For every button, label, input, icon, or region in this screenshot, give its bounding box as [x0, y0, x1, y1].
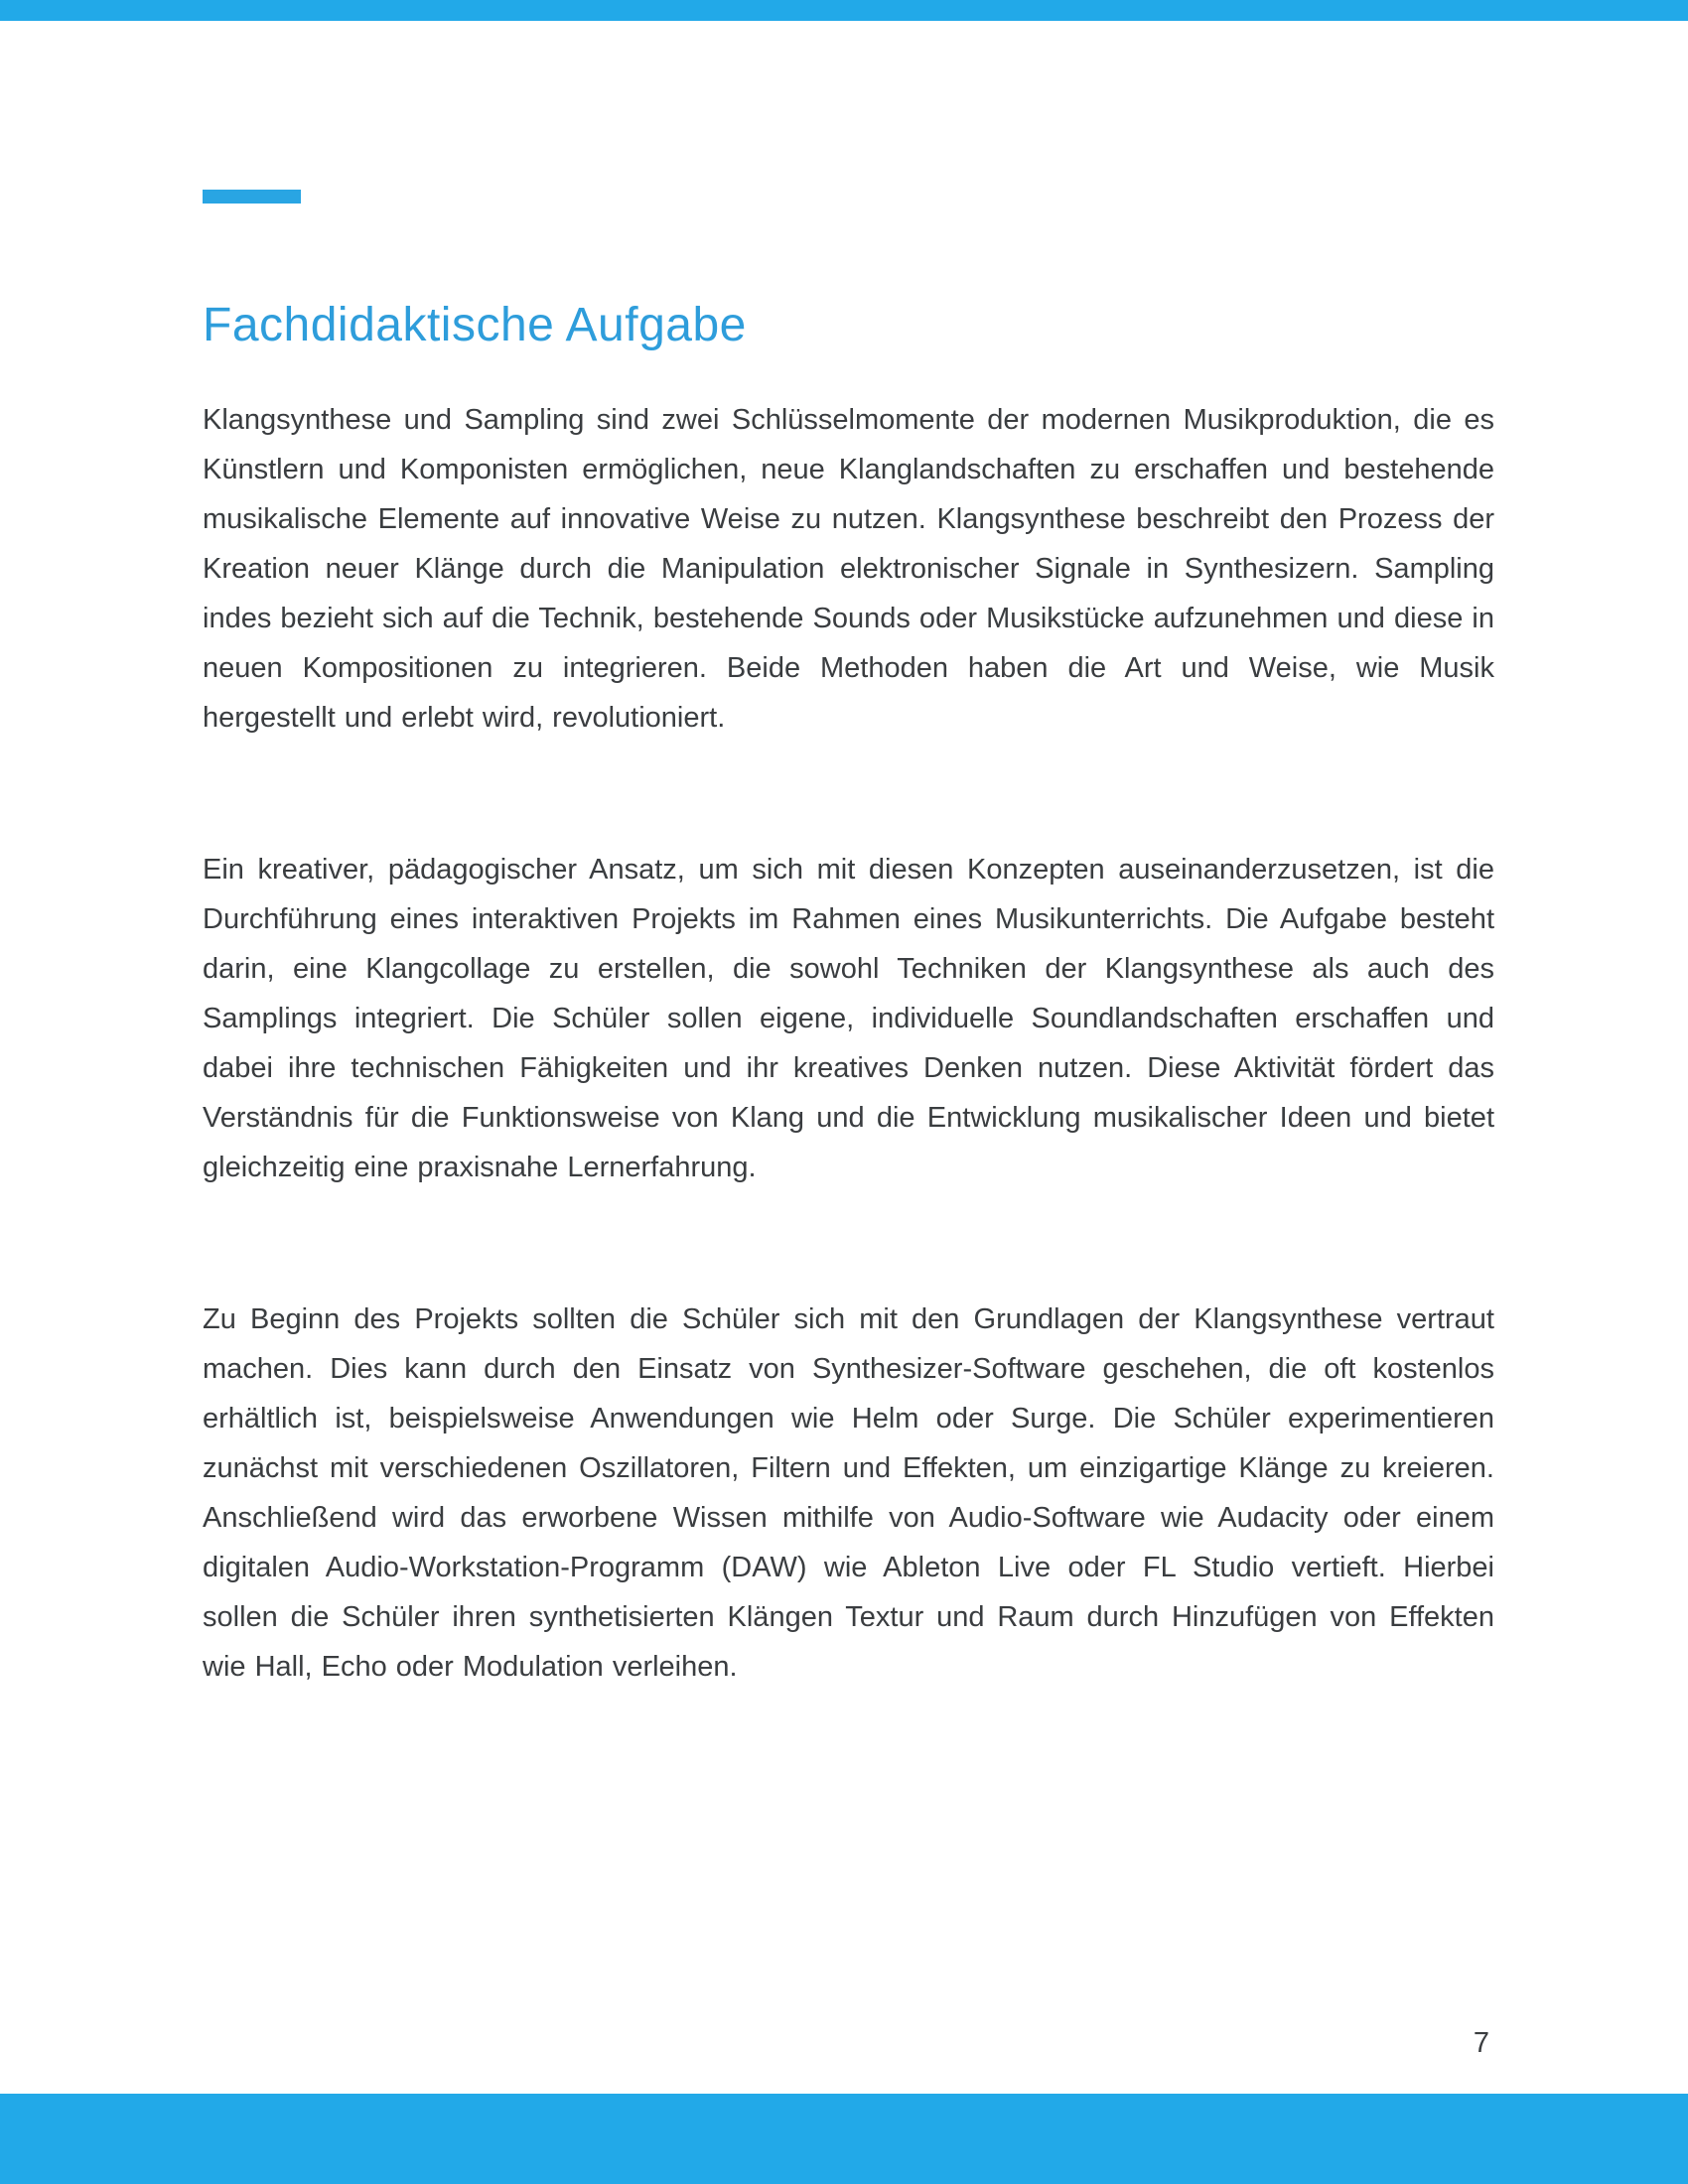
top-decoration-bar: [0, 0, 1688, 21]
paragraph-paedagogischer-ansatz: Ein kreativer, pädagogischer Ansatz, um sich mit diesen Konzepten auseinanderzusetzen, ist die Durchführung eines interaktiven Projekts im Rahmen eines Musikunterrichts. Die Aufgabe besteht darin, eine Klangcollage zu erstellen, die sowohl Techniken der Klangsynthese als auch des Samplings integriert. Die Schüler sollen eigene, individuelle Soundlandschaften erschaffen und dabei ihre technischen Fähigkeiten und ihr kreatives Denken nutzen. Diese Aktivität fördert das Verständnis für die Funktionsweise von Klang und die Entwicklung musikalischer Ideen und bietet gleichzeitig eine praxisnahe Lernerfahrung.: [203, 854, 1494, 1183]
page-title: Fachdidaktische Aufgabe: [203, 299, 747, 351]
body-text: [203, 395, 1494, 1692]
paragraph-projektbeginn: Zu Beginn des Projekts sollten die Schüler sich mit den Grundlagen der Klangsynthese vertraut machen. Dies kann durch den Einsatz von Synthesizer-Software geschehen, die oft kostenlos erhältlich ist, beispielsweise Anwendungen wie Helm oder Surge. Die Schüler experimentieren zunächst mit verschiedenen Oszillatoren, Filtern und Effekten, um einzigartige Klänge zu kreieren. Anschließend wird das erworbene Wissen mithilfe von Audio-Software wie Audacity oder einem digitalen Audio-Workstation-Programm (DAW) wie Ableton Live oder FL Studio vertieft. Hierbei sollen die Schüler ihren synthetisierten Klängen Textur und Raum durch Hinzufügen von Effekten wie Hall, Echo oder Modulation verleihen.: [203, 1303, 1494, 1683]
page-number: 7: [1473, 2027, 1489, 2059]
title-accent-bar: [203, 190, 301, 204]
paragraph-intro-klangsynthese: Klangsynthese und Sampling sind zwei Schlüsselmomente der modernen Musikproduktion, die es Künstlern und Komponisten ermöglichen, neue Klanglandschaften zu erschaffen und bestehende musikalische Elemente auf innovative Weise zu nutzen. Klangsynthese beschreibt den Prozess der Kreation neuer Klänge durch die Manipulation elektronischer Signale in Synthesizern. Sampling indes bezieht sich auf die Technik, bestehende Sounds oder Musikstücke aufzunehmen und diese in neuen Kompositionen zu integrieren. Beide Methoden haben die Art und Weise, wie Musik hergestellt und erlebt wird, revolutioniert.: [203, 404, 1494, 734]
bottom-decoration-bar: [0, 2094, 1688, 2184]
